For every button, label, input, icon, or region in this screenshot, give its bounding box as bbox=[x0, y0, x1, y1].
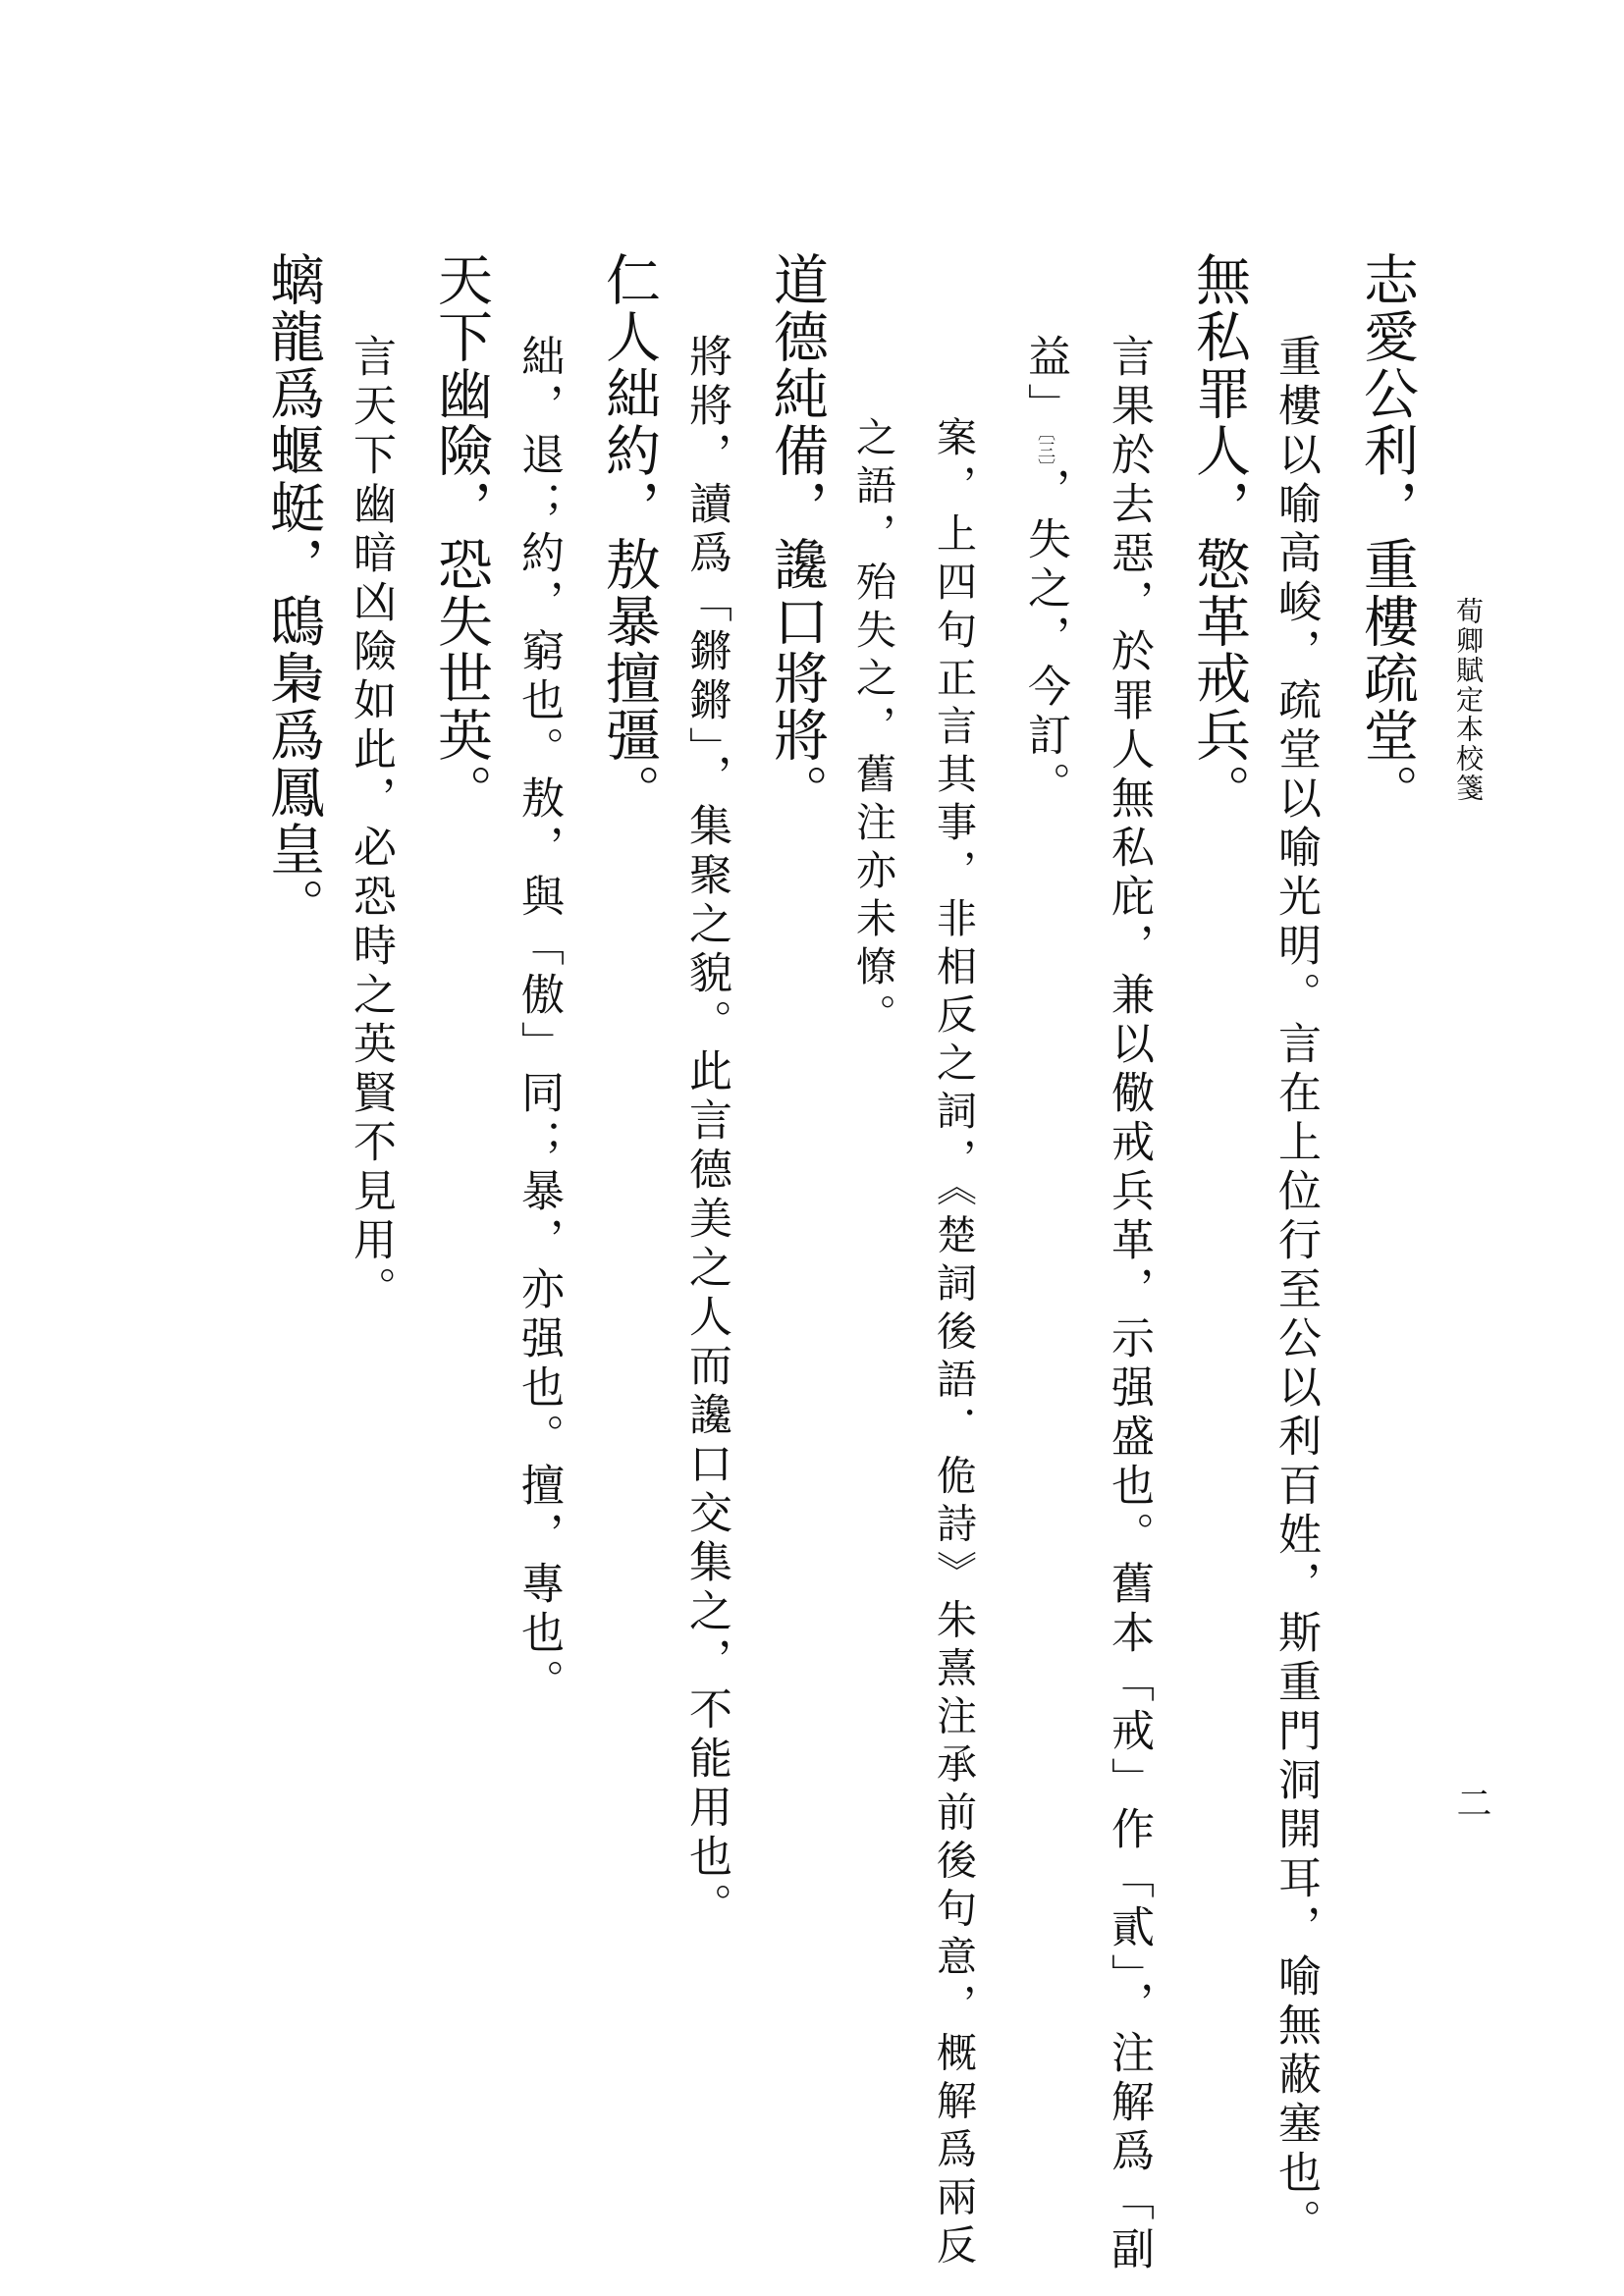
commentary-line-3 bbox=[1020, 334, 1070, 811]
page-number: 二 bbox=[1451, 1785, 1491, 1820]
main-text-line-2: 無私罪人，憼革戒兵。 bbox=[1187, 251, 1251, 821]
commentary-text: 益」 bbox=[1020, 334, 1070, 432]
main-text-line-3: 道德純備，讒口將將。 bbox=[765, 251, 829, 821]
main-text-line-4: 仁人絀約，敖暴擅彊。 bbox=[597, 251, 661, 821]
commentary-line-2: 言果於去惡，於罪人無私庇，兼以儆戒兵革，示强盛也。舊本「戒」作「貳」，注解爲「副 bbox=[1104, 334, 1154, 2275]
commentary-line-6: 言天下幽暗凶險如此，必恐時之英賢不見用。 bbox=[346, 334, 396, 1315]
commentary-line-5: 絀，退；約，窮也。敖，與「傲」同；暴，亦强也。擅，專也。 bbox=[514, 334, 564, 1708]
commentary-text: ，失之，今訂。 bbox=[1020, 467, 1070, 811]
annotation-line-1: 案，上四句正言其事，非相反之詞，《楚詞後語．佹詩》朱熹注承前後句意，概解爲兩反 bbox=[930, 416, 977, 2272]
footnote-marker: 〔三〕 bbox=[1035, 432, 1056, 467]
annotation-line-2: 之語，殆失之，舊注亦未憭。 bbox=[849, 416, 896, 1041]
commentary-line-4: 將將，讀爲「鏘鏘」，集聚之貌。此言德美之人而讒口交集之，不能用也。 bbox=[681, 334, 731, 1932]
commentary-line-1: 重樓以喻高峻，疏堂以喻光明。言在上位行至公以利百姓，斯重門洞開耳，喻無蔽塞也。 bbox=[1271, 334, 1321, 2248]
main-text-line-1: 志愛公利，重樓疏堂。 bbox=[1355, 251, 1419, 821]
running-header-title: 荀卿賦定本校箋 bbox=[1452, 597, 1485, 803]
main-text-line-6: 螭龍爲蝘蜓，鴟梟爲鳳皇。 bbox=[261, 251, 325, 934]
main-text-line-5: 天下幽險，恐失世英。 bbox=[429, 251, 493, 821]
